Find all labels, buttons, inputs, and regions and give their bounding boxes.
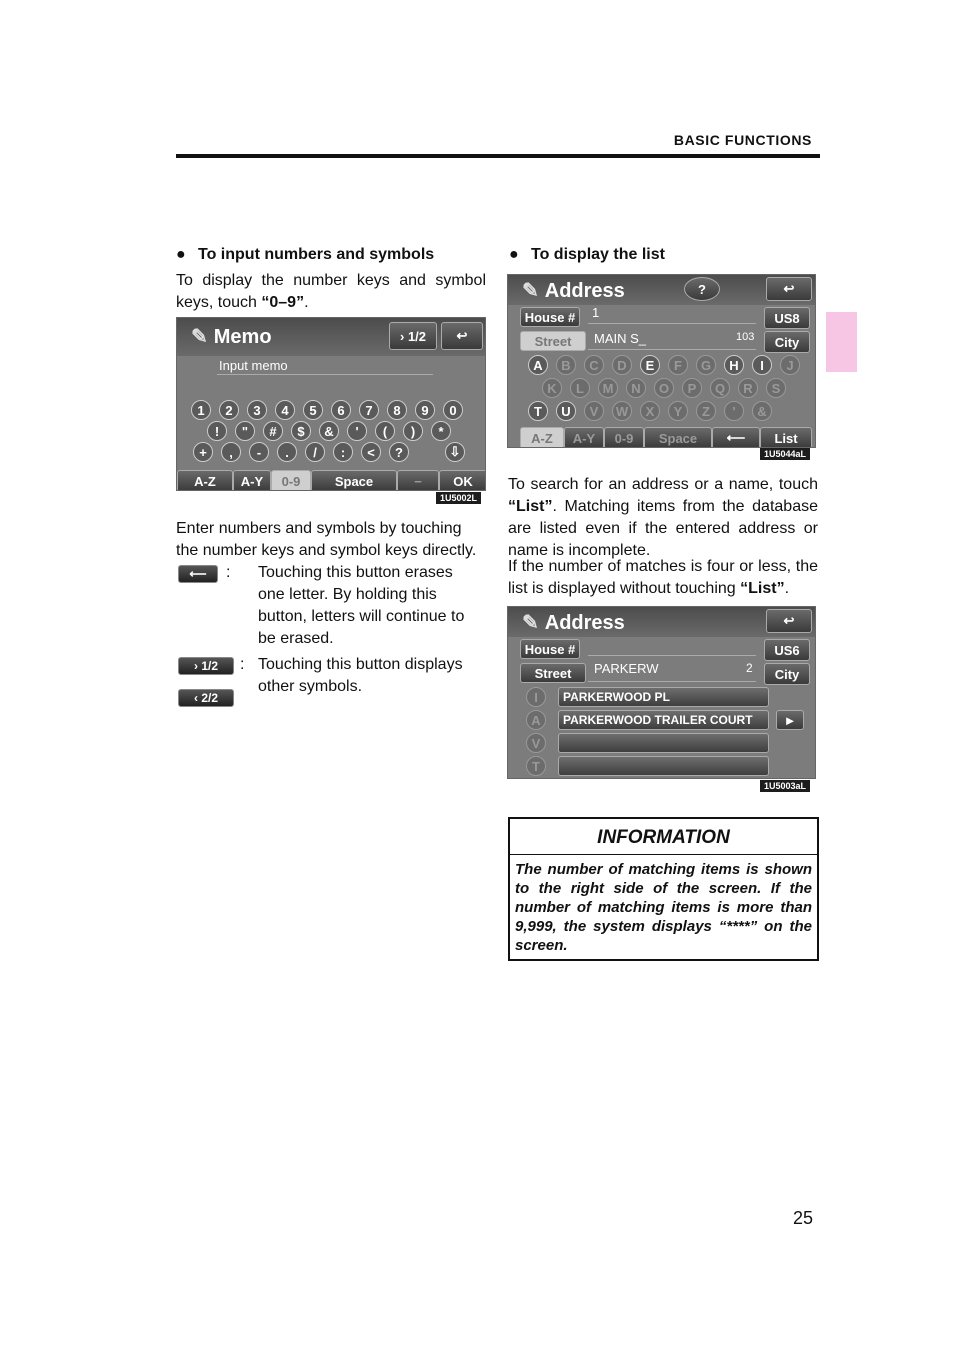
key[interactable]: 1 — [191, 400, 211, 420]
detail-button[interactable] — [776, 710, 804, 730]
key[interactable]: M — [598, 378, 618, 398]
row-index-icon: A — [526, 710, 546, 730]
key[interactable]: V — [584, 401, 604, 421]
memo-ref: 1U5002L — [436, 492, 481, 504]
header-rule — [176, 154, 820, 158]
next-page-label: 1/2 — [201, 659, 219, 673]
key[interactable]: 3 — [247, 400, 267, 420]
information-text: The number of matching items is shown to the right side of the screen. If the number of matching items is more than 9,999, the system displays “****” on the screen. — [515, 861, 812, 954]
az-button[interactable]: A-Z — [520, 427, 564, 448]
key[interactable]: B — [556, 355, 576, 375]
street-line — [588, 681, 756, 682]
key[interactable]: D — [612, 355, 632, 375]
def2-colon: : — [240, 656, 245, 673]
return-icon: ↩ — [783, 281, 795, 296]
key[interactable]: - — [249, 442, 269, 462]
match-count: 2 — [746, 661, 753, 675]
key[interactable]: R — [738, 378, 758, 398]
key[interactable]: L — [570, 378, 590, 398]
page-number: 25 — [792, 1208, 813, 1228]
street-button[interactable]: Street — [520, 331, 586, 351]
key[interactable]: F — [668, 355, 688, 375]
row-index-icon: T — [526, 756, 546, 776]
list-item[interactable]: PARKERWOOD TRAILER COURT — [558, 710, 769, 730]
key[interactable]: 0 — [443, 400, 463, 420]
street-button[interactable]: Street — [520, 663, 586, 683]
memo-title-text: Memo — [213, 326, 272, 348]
pencil-icon: ✎ — [191, 326, 208, 348]
num-button[interactable]: 0-9 — [271, 470, 311, 491]
key[interactable]: W — [612, 401, 632, 421]
scroll-down-key[interactable] — [445, 442, 465, 462]
key[interactable]: " — [235, 421, 255, 441]
key[interactable]: 2 — [219, 400, 239, 420]
text1-b: . Matching items from the database are listed even if the entered address or name is incomplete. — [508, 498, 818, 559]
address-title-bar — [508, 275, 815, 305]
left-heading — [176, 246, 434, 264]
section-tab — [826, 312, 857, 372]
next-page-icon: › 1/2 — [178, 657, 234, 675]
address-ref-1: 1U5044aL — [760, 448, 810, 460]
page-icon-sample — [178, 657, 234, 675]
erase-icon: − — [414, 473, 422, 489]
street-value: MAIN S_ — [594, 331, 647, 346]
text2-a: If the number of matches is four or less, the list is displayed without touching — [508, 558, 818, 597]
key[interactable]: T — [528, 401, 548, 421]
right-heading-text: To display the list — [531, 246, 665, 263]
num-button[interactable]: 0-9 — [604, 427, 644, 448]
key[interactable]: J — [780, 355, 800, 375]
space-button[interactable]: Space — [644, 427, 712, 448]
key[interactable]: A — [528, 355, 548, 375]
key[interactable]: / — [305, 442, 325, 462]
key[interactable]: H — [724, 355, 744, 375]
key[interactable]: ' — [724, 401, 744, 421]
key[interactable]: & — [319, 421, 339, 441]
address-title-text: Address — [544, 280, 625, 302]
key[interactable]: ( — [375, 421, 395, 441]
key[interactable]: ? — [389, 442, 409, 462]
key[interactable]: ! — [207, 421, 227, 441]
key[interactable]: , — [221, 442, 241, 462]
memo-input-line — [217, 374, 433, 375]
text1-key: “List” — [508, 498, 553, 515]
key[interactable]: O — [654, 378, 674, 398]
left-arrow-icon: ⟵ — [178, 565, 218, 583]
def1-colon: : — [226, 564, 231, 581]
text1-a: To search for an address or a name, touch — [508, 476, 818, 493]
house-line — [588, 323, 756, 324]
list-item[interactable]: PARKERWOOD PL — [558, 687, 769, 707]
page-icon-sample-2 — [178, 689, 234, 707]
key[interactable]: 9 — [415, 400, 435, 420]
intro-end: . — [304, 294, 309, 311]
house-button[interactable]: House # — [520, 639, 580, 659]
left-intro — [176, 270, 486, 314]
information-title: INFORMATION — [597, 827, 730, 848]
page-button-label: 1/2 — [407, 328, 427, 344]
key[interactable]: N — [626, 378, 646, 398]
key[interactable]: P — [682, 378, 702, 398]
text2-b: . — [784, 580, 790, 597]
address-ref-2: 1U5003aL — [760, 780, 810, 792]
address-screen-keyboard — [507, 274, 816, 448]
bullet-icon: ● — [176, 246, 186, 263]
return-icon: ↩ — [783, 613, 795, 628]
key[interactable]: $ — [291, 421, 311, 441]
memo-title-bar — [177, 318, 485, 356]
us-button[interactable]: US6 — [764, 639, 810, 661]
address-title — [522, 610, 625, 635]
memo-title — [191, 324, 272, 349]
row-index-icon: V — [526, 733, 546, 753]
street-line — [588, 349, 756, 350]
key[interactable]: < — [361, 442, 381, 462]
key[interactable]: Z — [696, 401, 716, 421]
key[interactable]: I — [752, 355, 772, 375]
house-value: 1 — [592, 305, 600, 320]
right-heading — [509, 246, 665, 264]
intro-text: To display the number keys and symbol keys, touch — [176, 272, 486, 311]
address-title-text: Address — [544, 612, 625, 634]
address-title-bar — [508, 607, 815, 637]
city-button[interactable]: City — [764, 331, 810, 353]
key[interactable]: & — [752, 401, 772, 421]
chevron-right-icon: › — [399, 328, 408, 344]
section-title: BASIC FUNCTIONS — [673, 132, 812, 148]
pencil-icon: ✎ — [522, 280, 539, 302]
erase-button[interactable] — [712, 427, 760, 448]
house-button[interactable]: House # — [520, 307, 580, 327]
help-button[interactable] — [684, 277, 720, 301]
question-icon: ? — [698, 281, 706, 297]
key[interactable]: Y — [668, 401, 688, 421]
right-text-1 — [508, 474, 818, 562]
memo-screen — [176, 317, 486, 491]
right-text-2 — [508, 556, 818, 600]
key[interactable]: 6 — [331, 400, 351, 420]
intro-key: “0–9” — [261, 294, 305, 311]
key[interactable]: 4 — [275, 400, 295, 420]
key[interactable]: U — [556, 401, 576, 421]
erase-button[interactable] — [397, 470, 439, 491]
us-button[interactable]: US8 — [764, 307, 810, 329]
return-icon: ↩ — [456, 328, 468, 343]
key[interactable]: ' — [347, 421, 367, 441]
key[interactable]: C — [584, 355, 604, 375]
input-memo-label: Input memo — [219, 358, 288, 373]
key[interactable]: . — [277, 442, 297, 462]
list-button[interactable]: List — [760, 427, 812, 448]
def2-text: Touching this button displays other symbols. — [258, 656, 463, 695]
address-title — [522, 278, 625, 303]
key[interactable]: 7 — [359, 400, 379, 420]
key[interactable]: 8 — [387, 400, 407, 420]
address-screen-list — [507, 606, 816, 779]
play-icon: ► — [783, 712, 797, 728]
house-line — [588, 655, 756, 656]
key[interactable]: E — [640, 355, 660, 375]
prev-page-label: 2/2 — [201, 691, 219, 705]
left-arrow-icon: ⟵ — [726, 430, 746, 445]
back-button[interactable] — [766, 609, 812, 633]
list-item-empty[interactable] — [558, 756, 769, 776]
ay-button[interactable]: A-Y — [564, 427, 604, 448]
erase-icon-sample — [178, 565, 218, 583]
space-button[interactable]: Space — [311, 470, 397, 491]
pencil-icon: ✎ — [522, 612, 539, 634]
back-button[interactable] — [441, 322, 483, 350]
back-button[interactable] — [766, 277, 812, 301]
key[interactable]: : — [333, 442, 353, 462]
key[interactable]: # — [263, 421, 283, 441]
key[interactable]: ) — [403, 421, 423, 441]
bullet-icon: ● — [509, 246, 519, 263]
ay-button[interactable]: A-Y — [233, 470, 271, 491]
match-count: 103 — [736, 331, 755, 343]
ok-button[interactable]: OK — [439, 470, 486, 491]
street-value: PARKERW — [594, 661, 659, 676]
information-box — [508, 817, 819, 961]
key[interactable]: G — [696, 355, 716, 375]
prev-page-icon: ‹ 2/2 — [178, 689, 234, 707]
page-button[interactable] — [389, 322, 437, 350]
row-index-icon: I — [526, 687, 546, 707]
arrow-down-icon: ⇩ — [449, 444, 461, 459]
key[interactable]: * — [431, 421, 451, 441]
key[interactable]: + — [193, 442, 213, 462]
key[interactable]: K — [542, 378, 562, 398]
text2-key: “List” — [740, 580, 785, 597]
information-rule — [510, 854, 817, 855]
def1-text: Touching this button erases one letter. By holding this button, letters will continue to be erased. — [258, 564, 465, 647]
left-after-text: Enter numbers and symbols by touching the number keys and symbol keys directly. — [176, 520, 477, 559]
left-heading-text: To input numbers and symbols — [198, 246, 435, 263]
key[interactable]: S — [766, 378, 786, 398]
key[interactable]: 5 — [303, 400, 323, 420]
key[interactable]: X — [640, 401, 660, 421]
az-button[interactable]: A-Z — [177, 470, 233, 491]
list-item-empty[interactable] — [558, 733, 769, 753]
city-button[interactable]: City — [764, 663, 810, 685]
key[interactable]: Q — [710, 378, 730, 398]
